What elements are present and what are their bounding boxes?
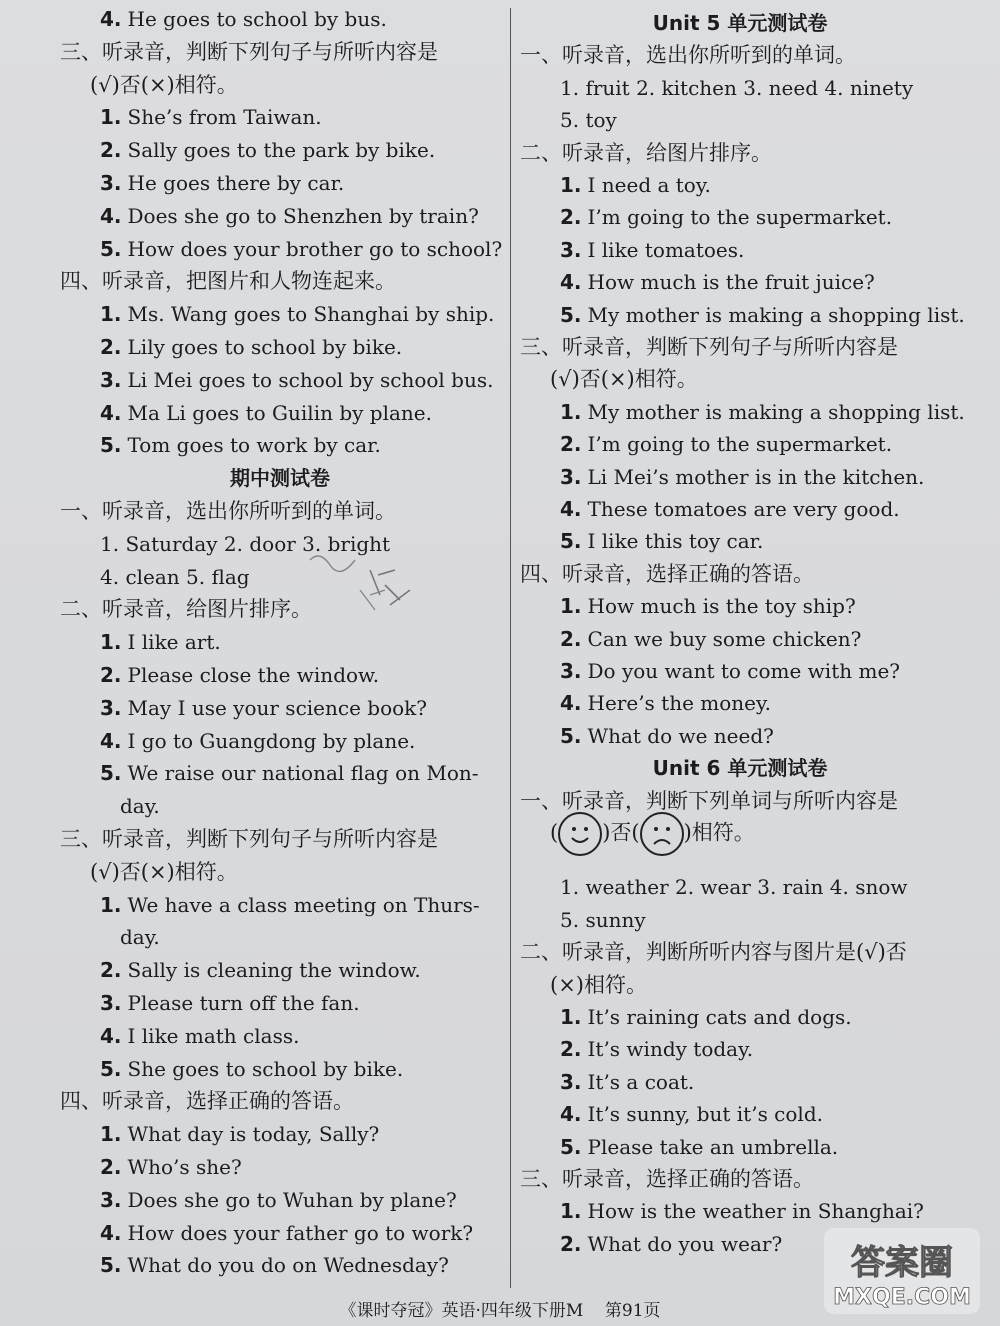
answer-line (100, 990, 360, 1016)
paren-middle: )否( (602, 820, 640, 845)
footer-page-number: 第91页 (604, 1301, 661, 1321)
item-text: Li Mei’s mother is in the kitchen. (587, 464, 925, 489)
item-number: 2. (560, 205, 582, 230)
item-number: 5. (560, 723, 582, 748)
item-text: day. (120, 794, 160, 819)
watermark-logo (822, 1226, 982, 1316)
item-text: How does your father go to work? (127, 1220, 474, 1245)
item-text: Sally goes to the park by bike. (127, 138, 436, 163)
section-heading-text: 二、听录音，给图片排序。 (520, 140, 772, 165)
section-heading-text: 三、听录音，判断下列句子与所听内容是 (60, 39, 438, 64)
section-heading (60, 268, 396, 294)
answer-line (100, 137, 435, 163)
word-list-line (560, 107, 617, 133)
unit-label: Unit 5 (652, 11, 728, 35)
item-number: 4. (100, 400, 122, 425)
section-heading-text: 一、听录音，判断下列单词与所听内容是 (520, 788, 898, 813)
word-list-line (560, 75, 913, 101)
item-text: I like art. (127, 630, 221, 655)
section-heading-continued (90, 859, 238, 885)
section-heading (520, 1166, 814, 1192)
answer-line (100, 728, 415, 754)
item-text: Does she go to Shenzhen by train? (127, 203, 479, 228)
section-heading-text: (√)否(×)相符。 (90, 72, 238, 97)
section-heading-text: 三、听录音，选择正确的答语。 (520, 1167, 814, 1191)
item-number: 3. (560, 1069, 582, 1094)
item-number: 4. (100, 1220, 122, 1245)
pencil-scribble (300, 540, 430, 620)
answer-line (100, 629, 221, 655)
item-number: 2. (100, 958, 122, 983)
test-title-text: 单元测试卷 (727, 756, 828, 781)
answer-line (100, 367, 493, 393)
item-text: May I use your science book? (127, 695, 428, 720)
answer-line (100, 1023, 299, 1049)
item-text: We raise our national flag on Mon- (127, 761, 479, 786)
item-text: It’s a coat. (587, 1069, 695, 1094)
item-number: 4. (100, 203, 122, 228)
item-number: 1. (560, 1005, 582, 1029)
answer-line (100, 170, 344, 196)
section-heading (520, 939, 907, 965)
answer-line (560, 1069, 694, 1095)
test-title (520, 10, 960, 36)
section-heading (520, 334, 898, 360)
item-number: 4. (560, 691, 582, 716)
word-list: 4. clean 5. flag (100, 564, 250, 589)
answer-line (560, 1231, 782, 1257)
item-text: Sally is cleaning the window. (127, 958, 421, 983)
item-text: It’s raining cats and dogs. (587, 1005, 852, 1029)
word-list: 1. weather 2. wear 3. rain 4. snow (560, 875, 908, 900)
item-number: 1. (100, 1122, 122, 1147)
word-list-line (560, 874, 908, 900)
answer-line (100, 104, 322, 130)
section-heading-continued (90, 72, 238, 98)
section-heading (60, 498, 396, 524)
item-text: It’s sunny, but it’s cold. (587, 1102, 823, 1127)
answer-line (560, 1198, 924, 1224)
item-number: 5. (100, 236, 122, 261)
section-heading-text: 三、听录音，判断下列句子与所听内容是 (60, 827, 438, 851)
item-number: 4. (560, 270, 582, 295)
test-title-text: 期中测试卷 (230, 466, 330, 491)
test-title (520, 755, 960, 781)
item-number: 3. (560, 464, 582, 489)
answer-line (560, 528, 763, 554)
answer-line (100, 695, 427, 721)
item-number: 1. (100, 892, 122, 917)
item-number: 4. (100, 7, 122, 31)
footer-book: 《课时夺冠》英语·四年级下册M (339, 1301, 584, 1321)
column-divider (510, 8, 511, 1288)
item-number: 1. (560, 173, 582, 197)
section-heading-text: 二、听录音，给图片排序。 (60, 597, 312, 622)
item-text: Can we buy some chicken? (587, 626, 862, 651)
item-text: How does your brother go to school? (127, 236, 503, 261)
section-heading-text: 一、听录音，选出你所听到的单词。 (60, 499, 396, 523)
item-text: I need a toy. (587, 173, 711, 197)
word-list: 1. Saturday 2. door 3. bright (100, 531, 391, 556)
section-heading-continued (550, 972, 647, 998)
item-text: I like tomatoes. (587, 237, 745, 262)
item-text: My mother is making a shopping list. (587, 399, 965, 424)
item-number: 2. (560, 432, 582, 457)
item-number: 5. (100, 1253, 122, 1278)
item-number: 2. (560, 626, 582, 651)
answer-line (100, 892, 480, 918)
item-text: I like this toy car. (587, 529, 764, 554)
smiley-face-icon (558, 812, 602, 856)
item-text: He goes to school by bus. (127, 7, 387, 31)
answer-line (560, 1101, 823, 1127)
item-number: 4. (560, 1102, 582, 1127)
answer-line (560, 496, 900, 522)
answer-line (100, 1252, 449, 1278)
answer-line (560, 431, 892, 457)
answer-line (560, 302, 965, 328)
item-number: 3. (100, 171, 122, 195)
answer-line (560, 172, 711, 198)
item-text: What do we need? (587, 723, 774, 748)
item-text: Please take an umbrella. (587, 1134, 839, 1159)
answer-line (560, 464, 924, 490)
answer-line (560, 593, 856, 619)
item-number: 2. (560, 1037, 582, 1062)
answer-line (100, 6, 387, 32)
section-heading (520, 140, 772, 166)
item-number: 3. (100, 991, 122, 1015)
item-text: I’m going to the supermarket. (587, 432, 893, 457)
item-number: 3. (560, 659, 582, 683)
item-text: How much is the fruit juice? (587, 270, 875, 295)
section-heading-text: 一、听录音，选出你所听到的单词。 (520, 43, 856, 68)
item-number: 3. (100, 367, 122, 392)
section-heading-text: 四、听录音，选择正确的答语。 (60, 1089, 354, 1114)
item-number: 1. (100, 302, 122, 327)
answer-line (560, 690, 771, 716)
word-list: 5. toy (560, 108, 617, 133)
item-number: 5. (560, 302, 582, 327)
answer-line-continued (120, 793, 160, 819)
item-text: Who’s she? (127, 1155, 242, 1179)
section-heading (60, 1088, 354, 1114)
item-number: 5. (560, 529, 582, 554)
item-text: It’s windy today. (587, 1037, 754, 1062)
face-choice-line (550, 812, 755, 856)
section-heading-text: (×)相符。 (550, 972, 647, 997)
word-list: 5. sunny (560, 907, 646, 932)
answer-line (560, 1036, 753, 1062)
answer-line (100, 662, 379, 688)
item-text: Please close the window. (127, 663, 380, 687)
item-number: 1. (560, 399, 582, 424)
svg-text:答案圈: 答案圈 (851, 1243, 953, 1283)
answer-line (100, 432, 381, 458)
item-text: How much is the toy ship? (587, 594, 856, 619)
item-number: 1. (560, 1199, 582, 1224)
paren-close: )相符。 (683, 820, 755, 845)
item-text: I go to Guangdong by plane. (127, 728, 416, 753)
section-heading (60, 39, 438, 65)
answer-line (560, 269, 875, 295)
answer-line (560, 204, 892, 230)
answer-line (100, 203, 479, 229)
item-text: I’m going to the supermarket. (587, 205, 893, 230)
item-text: Li Mei goes to school by school bus. (127, 367, 494, 392)
item-text: day. (120, 925, 160, 950)
item-text: How is the weather in Shanghai? (587, 1199, 924, 1224)
answer-line-continued (120, 924, 160, 950)
answer-line (100, 760, 479, 786)
item-text: I like math class. (127, 1023, 300, 1048)
section-heading (520, 561, 814, 587)
item-text: These tomatoes are very good. (587, 497, 900, 521)
answer-line (100, 1220, 473, 1246)
item-number: 5. (100, 433, 122, 458)
item-text: What do you wear? (587, 1231, 783, 1256)
answer-line (560, 626, 861, 652)
item-number: 2. (100, 1155, 122, 1179)
unit-label: Unit 6 (652, 756, 728, 781)
item-number: 5. (100, 1056, 122, 1081)
item-text: Does she go to Wuhan by plane? (127, 1187, 457, 1212)
item-number: 1. (100, 105, 122, 130)
item-number: 1. (100, 630, 122, 655)
svg-text:MXQE.COM: MXQE.COM (833, 1285, 971, 1310)
word-list: 1. fruit 2. kitchen 3. need 4. ninety (560, 75, 914, 100)
item-number: 1. (560, 594, 582, 619)
item-number: 2. (100, 335, 122, 359)
answer-line (100, 957, 421, 983)
item-text: Lily goes to school by bike. (127, 335, 403, 359)
word-list-line (560, 907, 646, 933)
item-text: Do you want to come with me? (587, 659, 900, 683)
paren-open: ( (550, 820, 559, 845)
section-heading (60, 596, 312, 622)
section-heading-continued (550, 366, 698, 392)
item-number: 5. (100, 761, 122, 786)
section-heading (520, 42, 856, 68)
item-text: What do you do on Wednesday? (127, 1253, 449, 1278)
item-text: Tom goes to work by car. (127, 433, 381, 458)
item-text: Ms. Wang goes to Shanghai by ship. (127, 302, 495, 327)
answer-line (100, 334, 402, 360)
item-number: 2. (560, 1231, 582, 1256)
answer-line (100, 400, 432, 426)
sad-face-icon (640, 812, 684, 856)
item-number: 2. (100, 663, 122, 687)
section-heading (60, 826, 438, 852)
section-heading-text: 二、听录音，判断所听内容与图片是(√)否 (520, 940, 907, 965)
word-list-line (100, 564, 250, 590)
answer-line (560, 723, 774, 749)
answer-line (100, 1187, 457, 1213)
item-text: We have a class meeting on Thurs- (127, 892, 480, 917)
item-number: 3. (100, 1187, 122, 1212)
answer-line (100, 301, 494, 327)
section-heading-text: (√)否(×)相符。 (550, 367, 698, 392)
item-number: 4. (100, 1023, 122, 1048)
item-number: 3. (560, 237, 582, 262)
item-text: She’s from Taiwan. (127, 105, 322, 130)
item-text: She goes to school by bike. (127, 1056, 404, 1081)
item-number: 4. (560, 497, 582, 521)
answer-line (560, 658, 900, 684)
answer-line (100, 1154, 242, 1180)
item-text: Here’s the money. (587, 691, 772, 716)
answer-line (560, 237, 744, 263)
section-heading-text: 三、听录音，判断下列句子与所听内容是 (520, 335, 898, 359)
test-title (60, 465, 500, 491)
answer-line (100, 1056, 403, 1082)
section-heading-text: 四、听录音，选择正确的答语。 (520, 561, 814, 586)
section-heading-text: 四、听录音，把图片和人物连起来。 (60, 269, 396, 294)
answer-line (100, 236, 502, 262)
answer-line (560, 1134, 838, 1160)
section-heading-text: (√)否(×)相符。 (90, 859, 238, 884)
item-number: 3. (100, 695, 122, 720)
test-title-text: 单元测试卷 (727, 11, 828, 35)
item-text: Please turn off the fan. (127, 991, 360, 1015)
answer-line (100, 1121, 379, 1147)
item-text: He goes there by car. (127, 171, 345, 195)
item-number: 4. (100, 728, 122, 753)
answer-line (560, 399, 965, 425)
item-text: What day is today, Sally? (127, 1122, 380, 1147)
answer-line (560, 1004, 852, 1030)
item-number: 2. (100, 138, 122, 163)
item-text: My mother is making a shopping list. (587, 302, 965, 327)
item-text: Ma Li goes to Guilin by plane. (127, 400, 432, 425)
section-heading (520, 788, 898, 814)
item-number: 5. (560, 1134, 582, 1159)
